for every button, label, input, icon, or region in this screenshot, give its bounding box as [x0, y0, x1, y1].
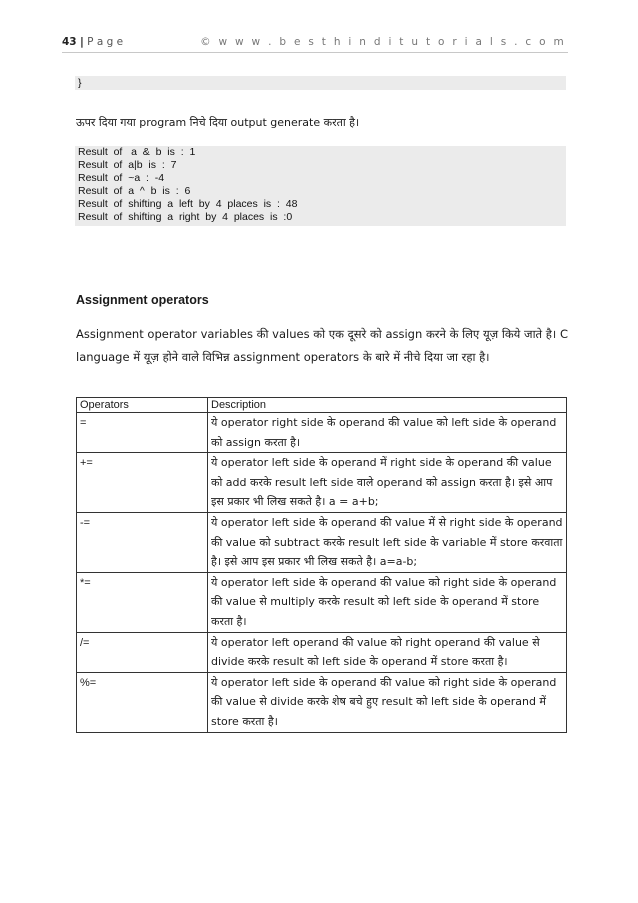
section-paragraph: Assignment operator variables की values को एक दूसरे को assign करने के लिए यूज़ किये जाते है। C language में यूज़ होने वाले विभिन्न assignment operators के बारे में नीचे दिया जा रहा है। — [76, 327, 568, 364]
description-cell: ये operator left side के operand की value में से right side के operand की value को subtract करके result left side के variable में store करवाता है। इसे आप इस प्रकार भी लिख सकते है। a=a-b; — [208, 512, 567, 572]
operator-cell: += — [77, 453, 208, 513]
intro-text: ऊपर दिया गया program निचे दिया output generate करता है। — [76, 116, 360, 129]
header-separator: | — [79, 36, 84, 48]
operator-cell: %= — [77, 672, 208, 732]
operator-cell: *= — [77, 572, 208, 632]
description-cell: ये operator left side के operand में right side के operand की value को add करके result left side वाले operand को assign करता है। इसे आप इस प्रकार भी लिख सकते है। a = a+b; — [208, 453, 567, 513]
column-header-operators: Operators — [77, 398, 208, 413]
page-word: P a g e — [87, 36, 124, 48]
output-line: Result of a ^ b is : 6 — [78, 185, 191, 197]
table-row — [77, 453, 567, 513]
output-line: Result of a|b is : 7 — [78, 159, 177, 171]
output-line: Result of shifting a right by 4 places is :0 — [78, 211, 293, 223]
output-line: Result of ~a : -4 — [78, 172, 165, 184]
page-number-label — [62, 36, 123, 48]
description-cell: ये operator right side के operand की value को left side के operand को assign करता है। — [208, 413, 567, 453]
table-header-row — [77, 398, 567, 413]
column-header-description: Description — [208, 398, 567, 413]
description-cell: ये operator left side के operand की value को right side के operand की value से multiply करके result को left side के operand में store करता है। — [208, 572, 567, 632]
program-output-block — [75, 146, 566, 226]
table-row — [77, 632, 567, 672]
page-header — [62, 36, 568, 53]
description-cell: ये operator left side के operand की value को right side के operand की value से divide करके शेष बचे हुए result को left side के operand में store करता है। — [208, 672, 567, 732]
table-row — [77, 672, 567, 732]
code-closing-brace: } — [75, 76, 566, 90]
page-number: 43 — [62, 36, 77, 48]
operator-cell: /= — [77, 632, 208, 672]
site-url: © w w w . b e s t h i n d i t u t o r i a l s . c o m — [200, 36, 566, 48]
operator-cell: = — [77, 413, 208, 453]
table-row — [77, 413, 567, 453]
operator-cell: -= — [77, 512, 208, 572]
section-heading: Assignment operators — [76, 293, 209, 307]
operators-table — [76, 397, 567, 733]
table-row — [77, 572, 567, 632]
output-line: Result of shifting a left by 4 places is : 48 — [78, 198, 298, 210]
table-row — [77, 512, 567, 572]
output-line: Result of a & b is : 1 — [78, 146, 196, 158]
description-cell: ये operator left operand की value को right operand की value से divide करके result को left side के operand में store करता है। — [208, 632, 567, 672]
